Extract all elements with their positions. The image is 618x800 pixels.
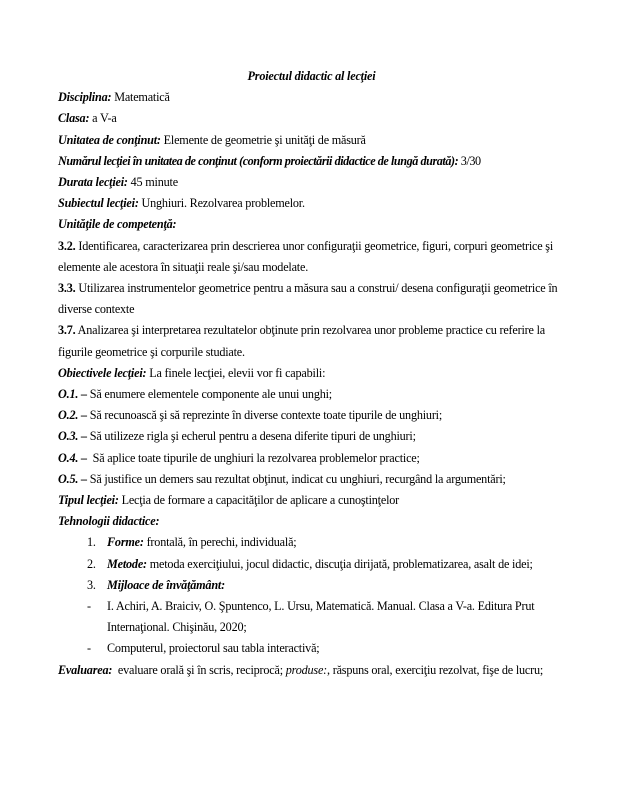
competence-3-7	[58, 320, 565, 362]
objective-o4	[58, 448, 565, 469]
technology-item-forme	[58, 532, 565, 553]
competence-3-2-number: 3.2.	[58, 238, 76, 253]
list-dash-1: -	[87, 599, 91, 614]
meta-disciplina-value: Matematică	[114, 90, 170, 105]
meta-unitatea-label: Unitatea de conţinut:	[58, 132, 161, 147]
objective-o4-text: Să aplice toate tipurile de unghiuri la rezolvarea problemelor practice;	[92, 450, 420, 465]
competences-heading	[58, 214, 565, 235]
objective-o2-text: Să recunoască şi să reprezinte în diverse contexte toate tipurile de unghiuri;	[89, 408, 443, 423]
competence-3-7-text: Analizarea şi interpretarea rezultatelor obţinute prin rezolvarea unor probleme practice cu referire la figurile geometrice şi corpurile studiate.	[58, 323, 545, 359]
objective-o3	[58, 426, 565, 447]
resource-item-equipment	[58, 638, 565, 659]
technology-forme-text: frontală, în perechi, individuală;	[146, 535, 297, 550]
objectives-heading-label: Obiectivele lecţiei:	[58, 365, 147, 380]
meta-numarul-value: 3/30	[460, 153, 481, 168]
objective-o2	[58, 405, 565, 426]
objective-o5-text: Să justifice un demers sau rezultat obţinut, indicat cu unghiuri, recurgând la argumentări;	[89, 471, 506, 486]
resource-equipment-text: Computerul, proiectorul sau tabla interactivă;	[107, 641, 320, 656]
list-number-2: 2.	[87, 556, 96, 571]
technology-item-metode	[58, 554, 565, 575]
technologies-heading-label: Tehnologii didactice:	[58, 514, 160, 529]
objective-o1-text: Să enumere elementele componente ale unui unghi;	[89, 387, 332, 402]
competences-heading-label: Unităţile de competenţă:	[58, 217, 177, 232]
meta-unitatea-value: Elemente de geometrie şi unităţi de măsură	[163, 132, 366, 147]
objective-o5-label: O.5. –	[58, 471, 87, 486]
objective-o3-label: O.3. –	[58, 429, 87, 444]
competence-3-2	[58, 236, 565, 278]
evaluation-produse: produse:	[285, 662, 328, 677]
evaluation-line	[58, 660, 565, 681]
evaluation-text-after: , răspuns oral, exerciţiu rezolvat, fişe de lucru;	[327, 662, 544, 677]
list-number-1: 1.	[87, 535, 96, 550]
meta-subiectul-value: Unghiuri. Rezolvarea problemelor.	[141, 196, 305, 211]
competence-3-3	[58, 278, 565, 320]
meta-durata	[58, 172, 565, 193]
meta-numarul-label: Numărul lecţiei în unitatea de conţinut (conform proiectării didactice de lungă durată):	[58, 153, 459, 168]
meta-disciplina	[58, 87, 565, 108]
technologies-heading	[58, 511, 565, 532]
resource-manual-text: I. Achiri, A. Braiciv, O. Şpuntenco, L. Ursu, Matematică. Manual. Clasa a V-a. Editura Prut Internaţional. Chişinău, 2020;	[107, 599, 535, 635]
list-dash-2: -	[87, 641, 91, 656]
meta-subiectul	[58, 193, 565, 214]
lesson-type	[58, 490, 565, 511]
technology-metode-text: metoda exerciţiului, jocul didactic, discuţia dirijată, problematizarea, asalt de idei;	[149, 556, 533, 571]
technology-forme-label: Forme:	[107, 535, 144, 550]
list-number-3: 3.	[87, 577, 96, 592]
technology-metode-label: Metode:	[107, 556, 147, 571]
meta-disciplina-label: Disciplina:	[58, 90, 112, 105]
competence-3-7-number: 3.7.	[58, 323, 76, 338]
meta-clasa	[58, 108, 565, 129]
competence-3-2-text: Identificarea, caracterizarea prin descrierea unor configuraţii geometrice, figuri, corpuri geometrice şi elemente ale acestora în situaţii reale şi/sau modelate.	[58, 238, 554, 274]
meta-durata-label: Durata lecţiei:	[58, 175, 128, 190]
meta-unitatea	[58, 130, 565, 151]
meta-numarul-lectiei	[58, 151, 565, 172]
resource-item-manual	[58, 596, 565, 638]
meta-durata-value: 45 minute	[130, 175, 178, 190]
objectives-heading-text: La finele lecţiei, elevii vor fi capabili:	[149, 365, 326, 380]
evaluation-text-before: evaluare orală şi în scris, reciprocă;	[117, 662, 286, 677]
objective-o5	[58, 469, 565, 490]
meta-subiectul-label: Subiectul lecţiei:	[58, 196, 139, 211]
meta-clasa-label: Clasa:	[58, 111, 90, 126]
objective-o4-label: O.4. –	[58, 450, 87, 465]
objective-o2-label: O.2. –	[58, 408, 87, 423]
objective-o1-label: O.1. –	[58, 387, 87, 402]
lesson-type-label: Tipul lecţiei:	[58, 493, 119, 508]
lesson-type-text: Lecţia de formare a capacităţilor de aplicare a cunoştinţelor	[121, 493, 400, 508]
objectives-heading	[58, 363, 565, 384]
document-title: Proiectul didactic al lecţiei	[247, 69, 376, 83]
technology-mijloace-label: Mijloace de învăţământ:	[107, 577, 225, 592]
objective-o1	[58, 384, 565, 405]
objective-o3-text: Să utilizeze rigla şi echerul pentru a desena diferite tipuri de unghiuri;	[89, 429, 416, 444]
competence-3-3-text: Utilizarea instrumentelor geometrice pentru a măsura sau a construi/ desena configuraţii geometrice în diverse contexte	[58, 281, 558, 317]
technology-item-mijloace	[58, 575, 565, 596]
evaluation-label: Evaluarea:	[58, 662, 113, 677]
meta-clasa-value: a V-a	[92, 111, 117, 126]
competence-3-3-number: 3.3.	[58, 281, 76, 296]
